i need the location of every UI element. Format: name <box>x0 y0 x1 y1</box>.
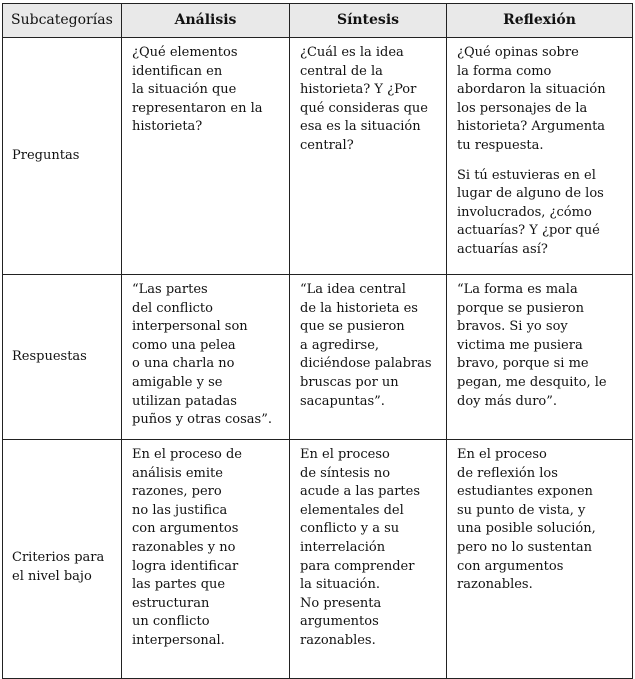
cell-respuestas-analisis <box>122 275 290 440</box>
cell-preguntas-analisis <box>122 38 290 275</box>
text-line: actuarías? Y ¿por qué <box>457 223 600 239</box>
text-line: actuarías así? <box>457 241 548 257</box>
text-line: interpersonal son <box>132 319 248 335</box>
text-line: elementales del <box>300 502 404 518</box>
text-line: los personajes de la <box>457 100 588 116</box>
text-line: historieta? <box>132 119 203 135</box>
cell-criterios-reflexion <box>447 440 633 679</box>
text-line: la forma como <box>457 63 552 79</box>
text-line: interrelación <box>300 539 386 555</box>
text-line: “La forma es mala <box>457 282 578 297</box>
text-line: amigable y se <box>132 374 223 390</box>
text-line: lugar de alguno de los <box>457 186 604 202</box>
text-line: interpersonal. <box>132 632 225 648</box>
text-line: “Las partes <box>132 282 208 297</box>
text-line: para comprender <box>300 558 415 574</box>
header-subcategorias: Subcategorías <box>3 4 122 38</box>
text-line: involucrados, ¿cómo <box>457 204 592 220</box>
text-line: Si tú estuvieras en el <box>457 167 596 183</box>
text-line: bravos. Si yo soy <box>457 319 568 335</box>
text-line: porque se pusieron <box>457 300 585 316</box>
text-line: ¿Qué opinas sobre <box>457 45 579 60</box>
row-criterios <box>3 440 633 679</box>
text-line: que se pusieron <box>300 319 405 335</box>
text-line: su punto de vista, y <box>457 502 586 518</box>
text-line: identifican en <box>132 63 223 79</box>
header-analisis: Análisis <box>122 4 290 38</box>
cell-criterios-analisis <box>122 440 290 679</box>
text-line: de reflexión los <box>457 465 558 481</box>
text-line: de síntesis no <box>300 465 391 481</box>
text-line: representaron en la <box>132 100 263 116</box>
text-line: las partes que <box>132 577 226 593</box>
text-line: logra identificar <box>132 558 239 574</box>
row-label-preguntas: Preguntas <box>3 38 122 275</box>
text-line: ¿Qué elementos <box>132 45 238 60</box>
text-line: una posible solución, <box>457 521 596 537</box>
text-line: central de la <box>300 63 383 79</box>
text-line: doy más duro”. <box>457 393 558 409</box>
text-line: En el proceso <box>457 447 547 462</box>
text-line: historieta? Argumenta <box>457 119 606 135</box>
text-line: argumentos <box>300 614 379 630</box>
text-line: la situación. <box>300 577 380 593</box>
text-line: bravo, porque si me <box>457 356 589 372</box>
text-line: del conflicto <box>132 300 213 316</box>
cell-criterios-sintesis <box>290 440 447 679</box>
text-line: o una charla no <box>132 356 235 372</box>
text-line: No presenta <box>300 595 382 611</box>
text-line: no las justifica <box>132 502 228 518</box>
text-line: “La idea central <box>300 282 406 297</box>
text-line: análisis emite <box>132 465 223 481</box>
cell-preguntas-sintesis <box>290 38 447 275</box>
subcategories-table <box>2 3 633 679</box>
text-line: estructuran <box>132 595 210 611</box>
text-line: pegan, me desquito, le <box>457 374 607 390</box>
text-line: razonables. <box>300 632 376 648</box>
text-line: bruscas por un <box>300 374 399 390</box>
row-label-criterios <box>3 440 122 679</box>
text-line: tu respuesta. <box>457 137 544 153</box>
text-line: Criterios para <box>12 550 105 566</box>
row-label-respuestas: Respuestas <box>3 275 122 440</box>
text-line: razonables y no <box>132 539 236 555</box>
text-line: utilizan patadas <box>132 393 237 409</box>
text-line: razones, pero <box>132 484 222 500</box>
cell-preguntas-reflexion <box>447 38 633 275</box>
text-line: estudiantes exponen <box>457 484 593 500</box>
cell-respuestas-reflexion <box>447 275 633 440</box>
text-line: En el proceso <box>300 447 390 462</box>
text-line: En el proceso de <box>132 447 242 462</box>
text-line: historieta? Y ¿Por <box>300 82 417 98</box>
header-sintesis: Síntesis <box>290 4 447 38</box>
text-line: razonables. <box>457 577 533 593</box>
text-line: esa es la situación <box>300 119 421 135</box>
text-line: puños y otras cosas”. <box>132 412 272 428</box>
text-line: qué consideras que <box>300 100 429 116</box>
cell-respuestas-sintesis <box>290 275 447 440</box>
text-line: acude a las partes <box>300 484 421 500</box>
text-line: pero no lo sustentan <box>457 539 592 555</box>
text-line: con argumentos <box>457 558 564 574</box>
text-line: un conflicto <box>132 614 210 630</box>
text-line: como una pelea <box>132 337 236 353</box>
text-line: sacapuntas”. <box>300 393 385 409</box>
document-page <box>2 3 633 679</box>
text-line: central? <box>300 137 354 153</box>
text-line: diciéndose palabras <box>300 356 432 372</box>
text-line: conflicto y a su <box>300 521 400 537</box>
text-line: la situación que <box>132 82 237 98</box>
text-line: de la historieta es <box>300 300 418 316</box>
text-line: victima me pusiera <box>457 337 583 353</box>
header-row <box>3 4 633 38</box>
text-line: con argumentos <box>132 521 239 537</box>
reflexion-question-2 <box>457 167 624 260</box>
row-preguntas <box>3 38 633 275</box>
reflexion-question-1 <box>457 44 624 156</box>
text-line: el nivel bajo <box>12 569 92 584</box>
header-reflexion: Reflexión <box>447 4 633 38</box>
text-line: abordaron la situación <box>457 82 606 98</box>
text-line: a agredirse, <box>300 337 380 353</box>
text-line: ¿Cuál es la idea <box>300 45 404 60</box>
row-respuestas <box>3 275 633 440</box>
